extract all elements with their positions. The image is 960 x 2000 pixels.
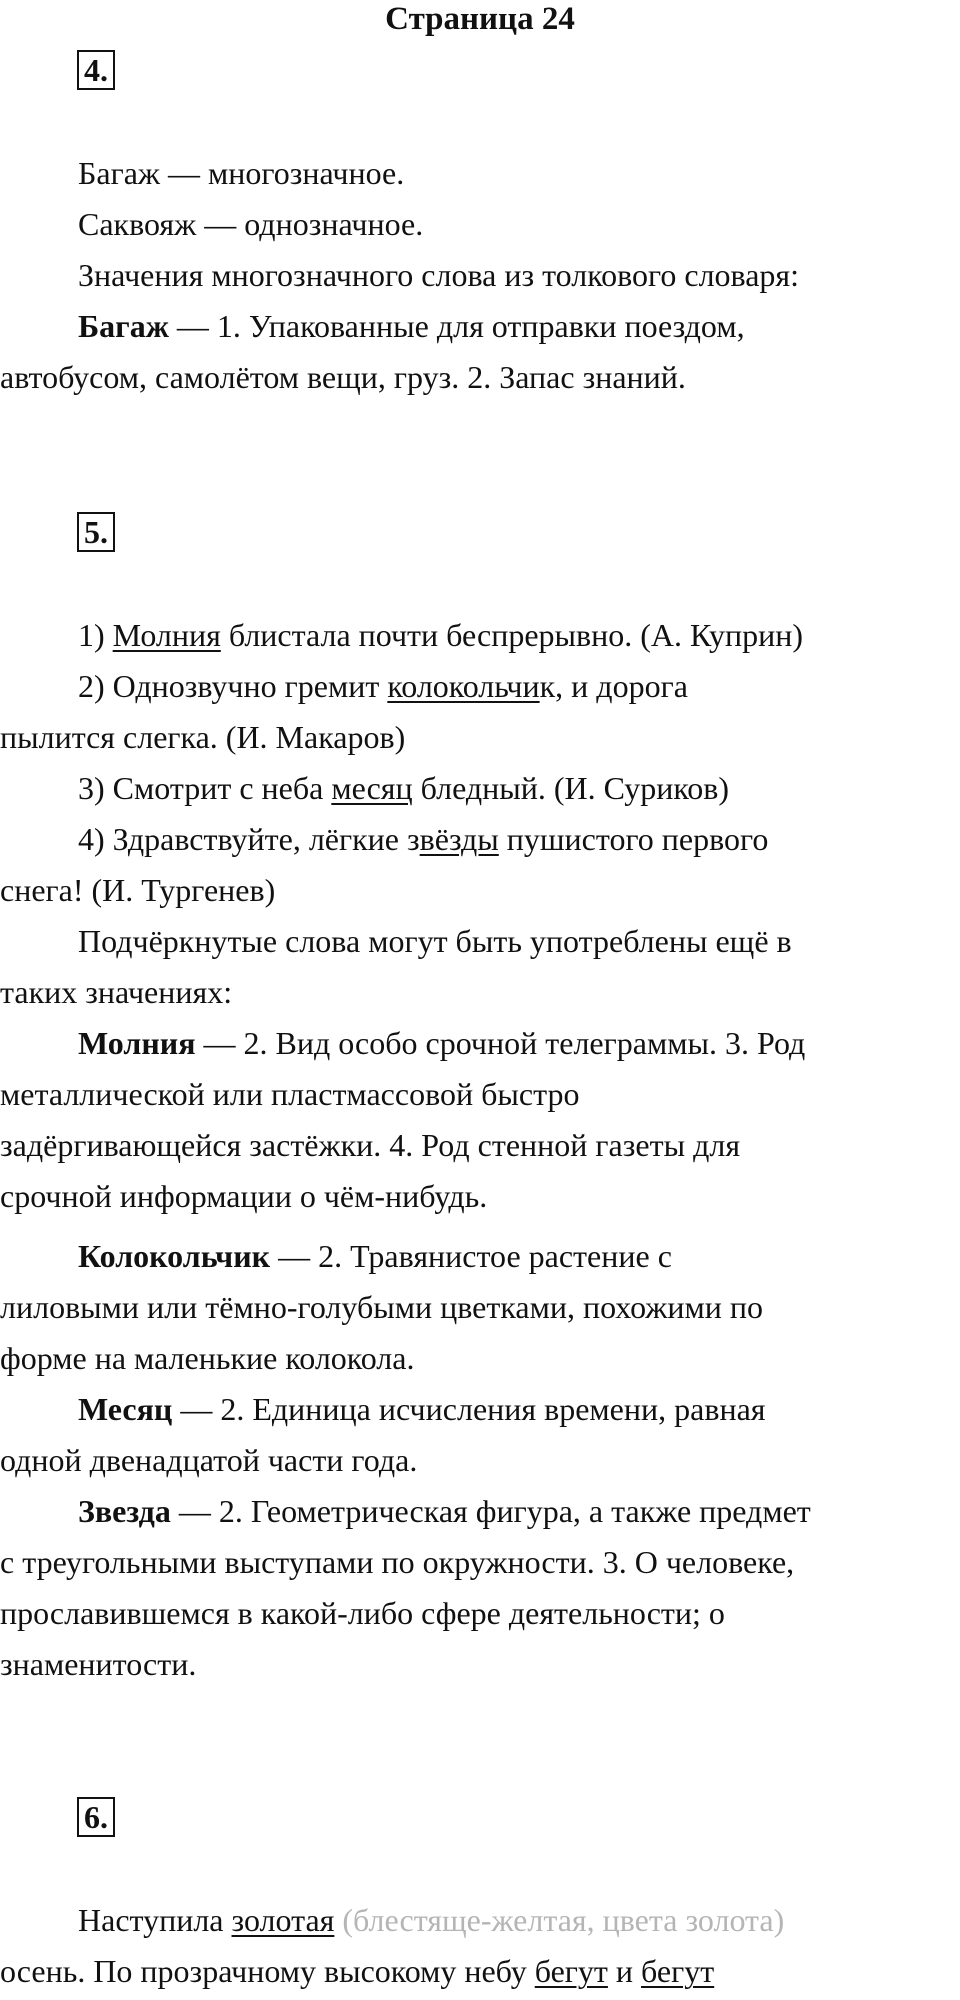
ex5-sentence-3 bbox=[0, 763, 958, 814]
exercise-5-number: 5. bbox=[77, 512, 115, 552]
ex5-intro-1: Подчёркнутые слова могут быть употреблены ещё в bbox=[78, 923, 792, 959]
ex4-line-4 bbox=[0, 301, 958, 352]
term-molniya: Молния bbox=[78, 1025, 196, 1061]
ex4-line-4-text: — 1. Упакованные для отправки поездом, bbox=[168, 308, 745, 344]
ex4-line-1: Багаж — многозначное. bbox=[78, 155, 405, 191]
underlined-word: месяц bbox=[331, 770, 413, 806]
ex5-zvezda-2: с треугольными выступами по окружности. 3. О человеке, bbox=[0, 1544, 795, 1580]
text: — 2. Геометрическая фигура, а также предмет bbox=[170, 1493, 811, 1529]
ex6-line-2 bbox=[0, 1946, 958, 1997]
underlined-word: бегут bbox=[641, 1953, 715, 1989]
ex5-mesyats-1 bbox=[0, 1384, 958, 1435]
ex5-intro-2: таких значениях: bbox=[0, 974, 233, 1010]
ex5-kolokolchik-2: лиловыми или тёмно-голубыми цветками, похожими по bbox=[0, 1289, 764, 1325]
text: 3) Смотрит с неба bbox=[78, 770, 332, 806]
ex5-sentence-4 bbox=[0, 814, 958, 865]
text: к, и дорога bbox=[539, 668, 688, 704]
text: 4) Здравствуйте, лёгкие з bbox=[78, 821, 420, 857]
ex4-term-bagazh: Багаж bbox=[78, 308, 169, 344]
text: 2) Однозвучно гремит bbox=[78, 668, 388, 704]
gloss-note: (блестяще-желтая, цвета золота) bbox=[334, 1902, 785, 1938]
underlined-word: золотая bbox=[231, 1902, 335, 1938]
text: бледный. (И. Суриков) bbox=[412, 770, 730, 806]
ex5-kolokolchik-3: форме на маленькие колокола. bbox=[0, 1340, 415, 1376]
ex5-molniya-4: срочной информации о чём-нибудь. bbox=[0, 1178, 488, 1214]
underlined-word: Молния bbox=[112, 617, 221, 653]
text: пушистого первого bbox=[498, 821, 769, 857]
ex5-zvezda-4: знаменитости. bbox=[0, 1646, 197, 1682]
ex5-sentence-1 bbox=[0, 610, 958, 661]
exercise-4-number: 4. bbox=[77, 50, 115, 90]
text: осень. По прозрачному высокому небу bbox=[0, 1953, 535, 1989]
text: блистала почти беспрерывно. (А. Куприн) bbox=[220, 617, 803, 653]
term-zvezda: Звезда bbox=[78, 1493, 171, 1529]
ex4-line-2: Саквояж — однозначное. bbox=[78, 206, 424, 242]
text: — 2. Вид особо срочной телеграммы. 3. Род bbox=[195, 1025, 806, 1061]
ex5-molniya-1 bbox=[0, 1018, 958, 1069]
term-kolokolchik: Колокольчик bbox=[78, 1238, 271, 1274]
exercise-6-number: 6. bbox=[77, 1797, 115, 1837]
page-title: Страница 24 bbox=[385, 1, 575, 37]
text: 1) bbox=[78, 617, 113, 653]
text: Наступила bbox=[78, 1902, 232, 1938]
ex4-line-3: Значения многозначного слова из толкового словаря: bbox=[78, 257, 800, 293]
text: и bbox=[607, 1953, 642, 1989]
ex5-molniya-2: металлической или пластмассовой быстро bbox=[0, 1076, 580, 1112]
term-mesyats: Месяц bbox=[78, 1391, 173, 1427]
underlined-word: вёзды bbox=[419, 821, 499, 857]
ex5-sentence-4-cont: снега! (И. Тургенев) bbox=[0, 872, 276, 908]
text: — 2. Единица исчисления времени, равная bbox=[172, 1391, 766, 1427]
ex5-kolokolchik-1 bbox=[0, 1231, 958, 1282]
ex4-line-5: автобусом, самолётом вещи, груз. 2. Запас знаний. bbox=[0, 359, 686, 395]
ex5-zvezda-3: прославившемся в какой-либо сфере деятельности; о bbox=[0, 1595, 725, 1631]
ex5-molniya-3: задёргивающейся застёжки. 4. Род стенной газеты для bbox=[0, 1127, 741, 1163]
ex5-sentence-2 bbox=[0, 661, 958, 712]
ex5-sentence-2-cont: пылится слегка. (И. Макаров) bbox=[0, 719, 406, 755]
ex5-mesyats-2: одной двенадцатой части года. bbox=[0, 1442, 418, 1478]
text: — 2. Травянистое растение с bbox=[270, 1238, 672, 1274]
underlined-word: колокольчи bbox=[387, 668, 540, 704]
ex6-line-1 bbox=[0, 1895, 958, 1946]
ex5-zvezda-1 bbox=[0, 1486, 958, 1537]
underlined-word: бегут bbox=[534, 1953, 608, 1989]
